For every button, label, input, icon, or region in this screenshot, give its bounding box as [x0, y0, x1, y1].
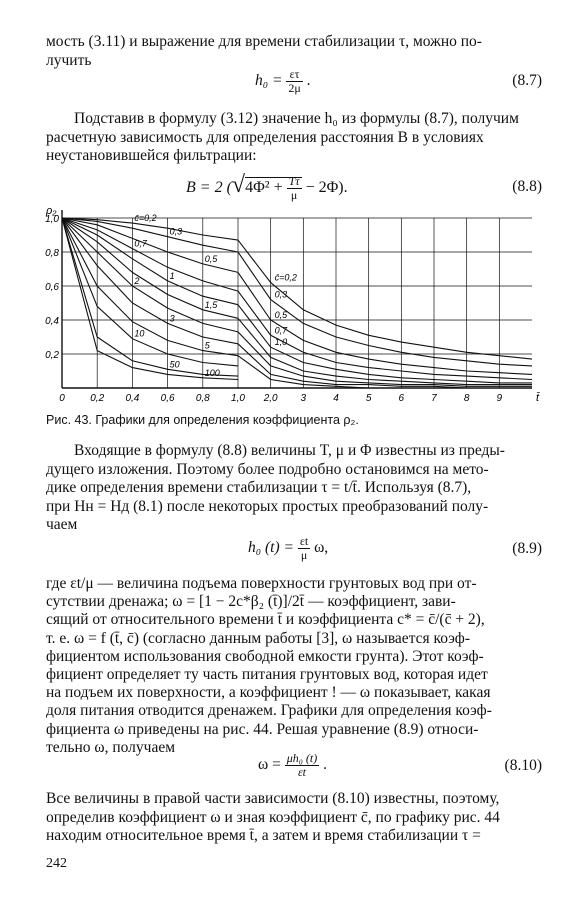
text-line: доля питания отводится дренажем. Графики для определения коэф- [46, 702, 492, 720]
equation-number: (8.9) [512, 540, 542, 557]
figure-caption: Рис. 43. Графики для определения коэффициента ρ₂. [46, 413, 359, 427]
eq-part: 4Φ² + [245, 179, 287, 196]
series-label: 5 [204, 340, 210, 351]
series-label: 0,3 [274, 289, 288, 300]
x-tick-label: 0,2 [90, 393, 105, 404]
series-label: c̄=0,2 [134, 213, 157, 224]
chart-labels [45, 205, 540, 404]
eq-fraction [286, 68, 302, 95]
eq-numerator: μh₀ (t) [286, 751, 318, 765]
series-label: 0,5 [274, 310, 288, 320]
x-tick-label: 0,4 [125, 393, 140, 404]
x-tick-label: 1,0 [231, 393, 245, 404]
series-line-left [62, 218, 238, 356]
y-tick-label: 0,6 [45, 282, 59, 293]
x-tick-label: 0,8 [195, 393, 210, 404]
y-tick-label: 0,4 [45, 316, 59, 327]
sqrt-body [245, 173, 301, 202]
text-line: где εt/μ — величина подъема поверхности грунтовых вод при от- [46, 575, 477, 592]
text-line: на подъем их поверхности, а коэффициент ! — ω показывает, какая [46, 684, 491, 702]
y-tick-label: 1,0 [45, 214, 59, 225]
x-tick-label: 5 [365, 393, 372, 404]
paragraph-2 [46, 110, 546, 166]
text-line: фициента ω приведены на рис. 44. Решая уравнение (8.9) относи- [46, 720, 479, 738]
text-line: при Hн = Hд (8.1) после некоторых простых преобразований полу- [46, 497, 489, 515]
equation-8-9 [248, 535, 328, 562]
text-span: Входящие в формулу (8.8) величины T, μ и Φ известны из преды- [74, 442, 505, 459]
rho2-chart [42, 198, 552, 408]
text-line: мость (3.11) и выражение для времени стабилизации τ, можно по- [46, 33, 482, 50]
x-tick-label: 9 [496, 393, 503, 404]
x-tick-label: 2,0 [263, 393, 278, 404]
eq-denominator: εt [297, 765, 306, 779]
series-label: 1 [169, 270, 175, 281]
series-label: 0,7 [274, 325, 288, 336]
eq-tail: . [306, 72, 311, 90]
equation-number: (8.10) [504, 757, 542, 774]
equation-8-7 [255, 68, 311, 95]
series-label: 1,0 [274, 337, 288, 348]
y-tick-label: 0,8 [45, 248, 59, 259]
text-line: фициент определяет ту часть питания грунтовых вод, которая идет [46, 666, 488, 684]
text-line: сящий от относительного времени t̄ и коэффициента c* = c̄/(c̄ + 2), [46, 611, 485, 629]
x-tick-label: 6 [398, 393, 405, 404]
series-line-right [238, 252, 532, 366]
series-line-right [238, 272, 532, 374]
text-line: т. е. ω = f (t̄, c̄) (согласно данным работы [3], ω называется коэф- [46, 629, 470, 647]
series-label: 0,7 [134, 238, 147, 249]
text-line: фициентом использования свободной емкости грунта). Этот коэф- [46, 647, 484, 665]
paragraph-4 [46, 575, 546, 757]
y-axis-label: ρ₂ [46, 205, 57, 217]
x-tick-label: 7 [431, 393, 437, 404]
text-line: расчетную зависимость для определения расстояния B в условиях [46, 128, 484, 146]
equation-8-10 [258, 752, 327, 779]
sqrt-icon: √ [231, 172, 246, 198]
page-number: 242 [46, 856, 67, 871]
eq-denominator: 2μ [288, 81, 301, 95]
text-span: Подставив в формулу (3.12) значение h₀ из формулы (8.7), получим [74, 110, 519, 127]
x-tick-label: 3 [300, 393, 307, 404]
series-label: 0,5 [204, 253, 218, 264]
equation-number: (8.8) [512, 178, 542, 195]
eq-denominator: μ [300, 548, 308, 562]
eq-numerator: ετ [286, 68, 302, 82]
series-label: 2 [134, 276, 140, 286]
eq-numerator: Tτ [288, 173, 300, 188]
x-tick-label: 0,6 [160, 393, 175, 404]
text-line [46, 442, 546, 461]
x-tick-label: 8 [463, 393, 470, 404]
series-label: 0,3 [169, 226, 183, 237]
series-line-left [62, 218, 238, 332]
eq-denominator: μ [290, 187, 298, 202]
series-label: 10 [134, 328, 145, 339]
text-line: дике определения времени стабилизации τ = t/t̄. Используя (8.7), [46, 479, 472, 496]
text-line: тельно ω, получаем [46, 738, 176, 756]
x-axis-label: t̄ [536, 392, 540, 404]
series-label: 100 [204, 367, 220, 378]
text-line: неустановившейся фильтрации: [46, 147, 257, 164]
eq-lhs: h₀ (t) = [248, 539, 298, 557]
text-line: чаем [46, 516, 78, 533]
text-line [46, 110, 546, 129]
text-line: определив коэффициент ω и зная коэффициент c̄, по графику рис. 44 [46, 808, 500, 826]
text-line: сутствии дренажа; ω = [1 − 2c*β₂ (t̄)]/2t̄ — коэффициент, зави- [46, 593, 456, 611]
paragraph-3 [46, 442, 546, 535]
series-label: 1,5 [204, 299, 218, 310]
y-tick-label: 0,2 [45, 350, 59, 361]
eq-part: B = 2 ( [186, 179, 232, 196]
series-label: 3 [169, 313, 175, 324]
eq-fraction [298, 535, 310, 562]
eq-tail: . [323, 756, 327, 774]
eq-numerator: εt [299, 534, 309, 548]
equation-number: (8.7) [512, 72, 542, 89]
eq-fraction [285, 752, 320, 779]
series-label: c̄=0,2 [274, 272, 297, 283]
eq-lhs: ω = [258, 756, 285, 774]
series-label: 50 [169, 359, 180, 370]
text-line: находим относительное время t̄, а затем и время стабилизации τ = [46, 827, 481, 844]
series-line-left [62, 218, 238, 344]
eq-tail: ω, [314, 539, 329, 557]
paragraph-5 [46, 790, 546, 846]
series-line-left [62, 218, 238, 366]
x-tick-label: 0 [59, 393, 65, 404]
text-line: Все величины в правой части зависимости (8.10) известны, поэтому, [46, 790, 500, 807]
paragraph-1 [46, 33, 546, 70]
eq-lhs: h₀ = [255, 72, 287, 90]
text-line: дущего изложения. Поэтому более подробно остановимся на мето- [46, 460, 489, 478]
text-line: лучить [46, 51, 92, 69]
x-tick-label: 4 [333, 393, 339, 404]
eq-part: − 2Φ). [301, 179, 348, 196]
